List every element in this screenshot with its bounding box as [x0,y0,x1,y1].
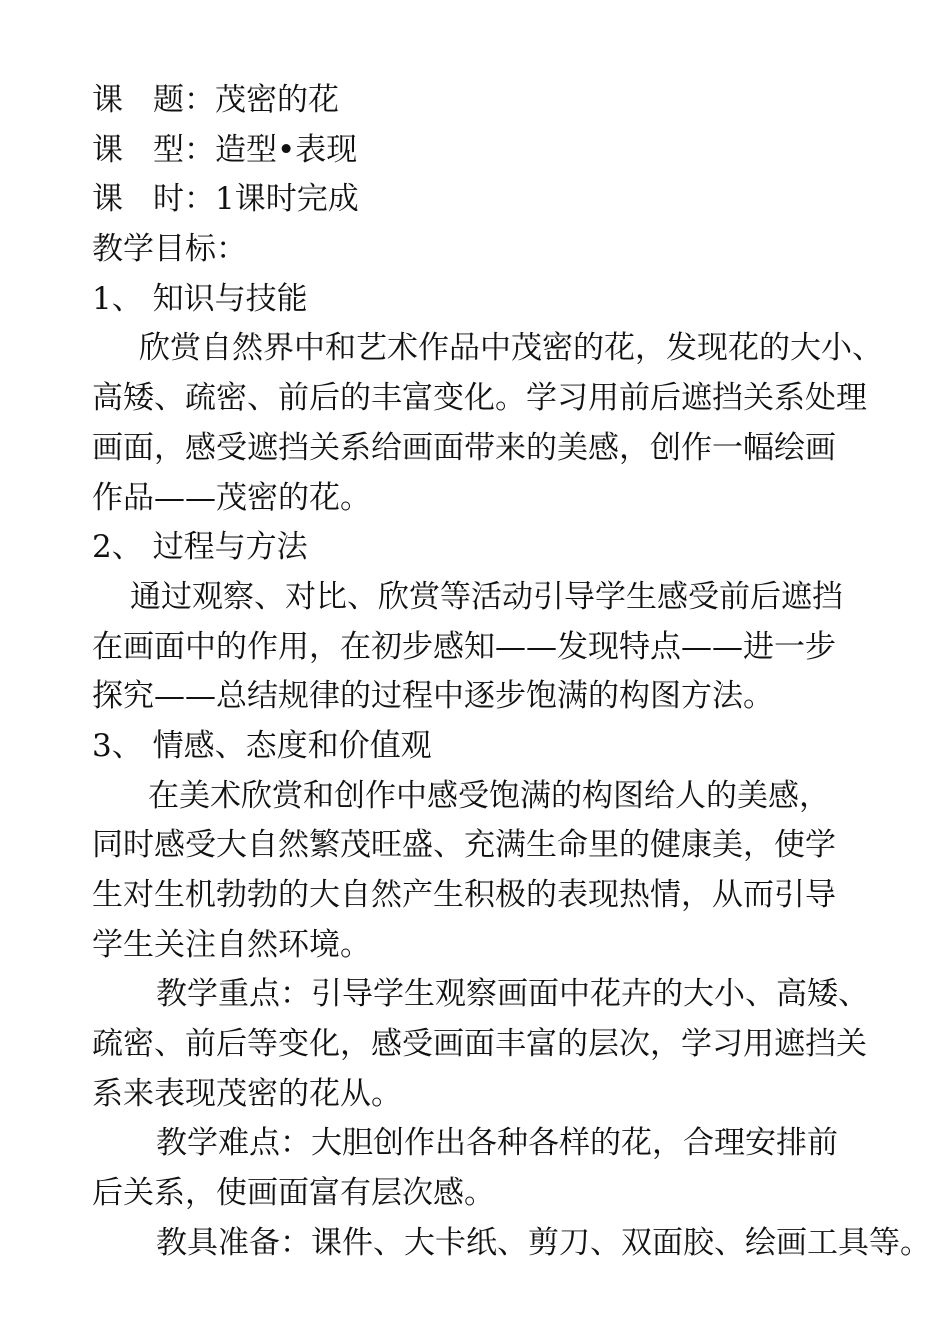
objective-2-paragraph-line: 探究——总结规律的过程中逐步饱满的构图方法。 [92,678,774,715]
objectives-heading: 教学目标： [92,231,247,268]
objective-1-paragraph-line: 欣赏自然界中和艺术作品中茂密的花，发现花的大小、 [139,330,883,367]
hours-label-b: 时： [153,181,215,218]
objective-3-paragraph-line: 在美术欣赏和创作中感受饱满的构图给人的美感， [148,777,830,814]
topic-value: 茂密的花 [215,82,339,118]
hours-label-a: 课 [92,181,123,218]
hours-line [92,175,882,225]
lesson-plan-document [92,76,931,1269]
materials-line: 教具准备：课件、大卡纸、剪刀、双面胶、绘画工具等。 [156,1224,931,1261]
key-points-line: 系来表现茂密的花从。 [92,1075,402,1112]
type-value: 造型•表现 [215,131,358,168]
difficulties-line: 后关系，使画面富有层次感。 [92,1175,495,1212]
objective-3-title: 3、 情感、态度和价值观 [92,727,432,764]
objective-2-paragraph-line: 通过观察、对比、欣赏等活动引导学生感受前后遮挡 [130,578,843,615]
objective-1-paragraph-line: 作品——茂密的花。 [92,479,371,516]
objective-3-paragraph-line: 学生关注自然环境。 [92,926,371,963]
key-points-line: 教学重点：引导学生观察画面中花卉的大小、高矮、 [156,976,869,1013]
objective-2-title: 2、 过程与方法 [92,529,308,566]
topic-line [92,76,882,126]
objective-1-paragraph-line: 画面，感受遮挡关系给画面带来的美感，创作一幅绘画 [92,429,836,466]
objective-2-paragraph-line: 在画面中的作用，在初步感知——发现特点——进一步 [92,628,836,665]
type-line [92,126,882,176]
objective-3-paragraph-line: 同时感受大自然繁茂旺盛、充满生命里的健康美，使学 [92,827,836,864]
objective-1-paragraph-line: 高矮、疏密、前后的丰富变化。学习用前后遮挡关系处理 [92,380,867,417]
type-label-b: 型： [153,131,215,168]
objective-1-title: 1、 知识与技能 [92,280,308,317]
objective-3-paragraph-line: 生对生机勃勃的大自然产生积极的表现热情，从而引导 [92,877,836,913]
difficulties-line: 教学难点：大胆创作出各种各样的花，合理安排前 [156,1125,838,1162]
topic-label-a: 课 [92,82,123,118]
key-points-line: 疏密、前后等变化，感受画面丰富的层次，学习用遮挡关 [92,1026,867,1063]
type-label-a: 课 [92,131,123,168]
topic-label-b: 题： [153,82,215,118]
hours-value: 1课时完成 [215,181,359,218]
